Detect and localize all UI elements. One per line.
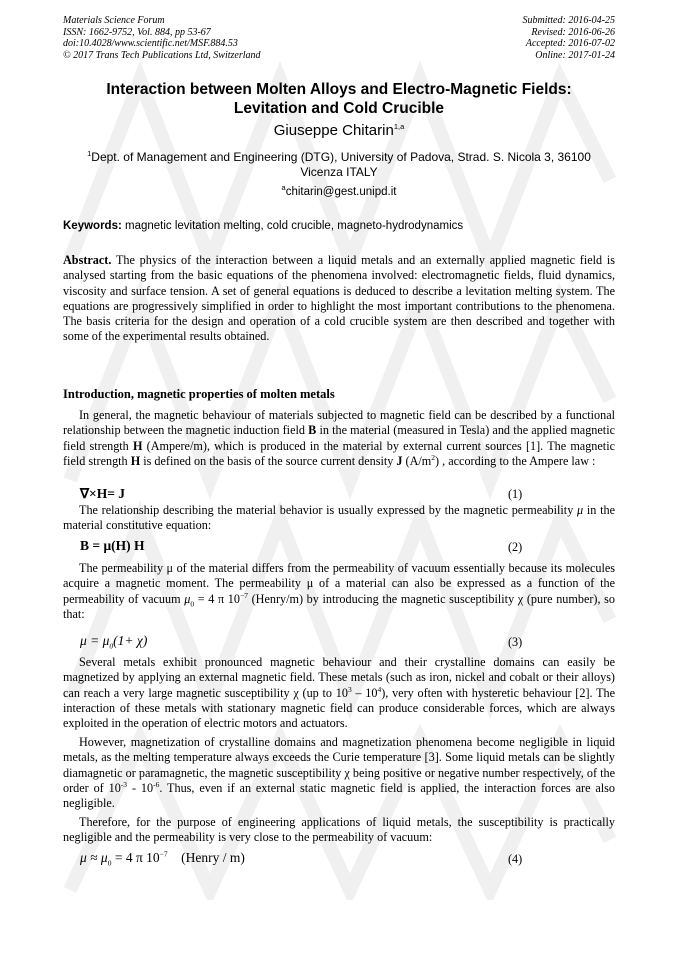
abstract	[63, 253, 615, 345]
paragraph-2: The relationship describing the material behavior is usually expressed by the magnetic permeability μ in the material constitutive equation:	[63, 503, 616, 533]
online-date: Online: 2017-01-24	[535, 49, 615, 61]
journal-name: Materials Science Forum	[63, 15, 165, 26]
equation-3: $\mu = \mu_0(1+ \chi)$	[80, 633, 148, 651]
affiliation	[63, 150, 615, 180]
equation-2-number: (2)	[508, 540, 523, 554]
issn-line: ISSN: 1662-9752, Vol. 884, pp 53-67	[63, 26, 211, 38]
affiliation-line-1: Dept. of Management and Engineering (DTG), University of Padova, Strad. S. Nicola 3, 36100	[91, 150, 591, 164]
paragraph-6: Therefore, for the purpose of engineering applications of liquid metals, the susceptibility is practically negligible and the permeability is very close to the permeability of vacuum:	[63, 815, 615, 845]
author-email	[63, 185, 615, 199]
keywords	[63, 219, 615, 233]
equation-4-number: (4)	[508, 852, 523, 866]
paragraph-4: Several metals exhibit pronounced magnetic behaviour and their crystalline domains can easily be magnetized by applying an external magnetic field. These metals (such as iron, nickel and cobalt or their alloys) can reach a very large magnetic susceptibility χ (up to $10^3 - 10^4$), very often with hysteretic behaviour [2]. The interaction of these metals with stationary magnetic field can produce considerable forces, which are always exploited in the operation of electric motors and actuators.	[63, 655, 616, 731]
equation-1: ∇×H= J	[80, 486, 126, 501]
abstract-text: The physics of the interaction between a liquid metals and an externally applied magnetic field is analysed starting from the basic equations of the phenomena involved: electromagnetic fields, fluid dynamics, viscosity and surface tension. A set of general equations is deduced to describe a levitation melting system. The equations are progressively simplified in order to highlight the most important contributions to the phenomena. The basis criteria for the design and operation of a cold crucible system are then described and together with some of the experimental results obtained.	[63, 253, 616, 344]
affiliation-line-2: Vicenza ITALY	[300, 165, 378, 179]
revised-date: Revised: 2016-06-26	[531, 26, 615, 38]
abstract-label: Abstract.	[63, 253, 112, 267]
section-heading: Introduction, magnetic properties of molten metals	[63, 387, 335, 401]
equation-1-number: (1)	[508, 487, 523, 501]
author	[63, 122, 615, 140]
equation-2: B = μ(H) H	[80, 538, 145, 553]
accepted-date: Accepted: 2016-07-02	[525, 38, 615, 49]
dates-header	[523, 15, 616, 61]
paragraph-1: In general, the magnetic behaviour of materials subjected to magnetic field can be described by a functional relationship between the magnetic induction field B in the material (measured in Tesla) and the applied magnetic field strength H (Ampere/m), which is produced in the material by external current sources [1]. The magnetic field strength H is defined on the basis of the source current density J $(A/m^2)$ , according to the Ampere law :	[63, 408, 615, 468]
affiliation-mark: 1	[87, 149, 92, 158]
title-line-2: Levitation and Cold Crucible	[233, 100, 445, 117]
email-mark: a	[281, 183, 286, 193]
paragraph-3: The permeability μ of the material differs from the permeability of vacuum essentially because its molecules acquire a magnetic moment. The permeability μ of a material can also be expressed as a function of the permeability of vacuum $\mu_0 = 4$ π $10^{-7}$ (Henry/m) by introducing the magnetic susceptibility χ (pure number), so that:	[63, 561, 616, 621]
copyright-line: © 2017 Trans Tech Publications Ltd, Switzerland	[63, 49, 261, 61]
paragraph-5: However, magnetization of crystalline domains and magnetization phenomena become negligible in liquid metals, as the melting temperature always exceeds the Curie temperature [3]. Some liquid metals can be slightly diamagnetic or paramagnetic, the magnetic susceptibility χ being positive or negative number respectively, of the order of $10^{-3} - 10^{-6}$. Thus, even if an external static magnetic field is applied, the interaction forces are also negligible.	[63, 735, 615, 811]
author-marks: 1,a	[393, 122, 405, 131]
journal-header	[63, 15, 261, 61]
keywords-text: magnetic levitation melting, cold crucible, magneto-hydrodynamics	[125, 220, 464, 232]
email-address: chitarin@gest.unipd.it	[285, 186, 397, 198]
author-name: Giuseppe Chitarin	[273, 122, 394, 139]
equation-3-number: (3)	[508, 635, 523, 649]
title-line-1: Interaction between Molten Alloys and Electro-Magnetic Fields:	[106, 81, 572, 98]
equation-4: $\mu \approx \mu_0 = 4$ π $10^{-7}$ (Henry / m)	[80, 849, 245, 868]
submitted-date: Submitted: 2016-04-25	[522, 15, 615, 26]
doi-line: doi:10.4028/www.scientific.net/MSF.884.53	[63, 38, 238, 49]
keywords-label: Keywords:	[63, 220, 122, 232]
paper-title	[63, 80, 615, 118]
